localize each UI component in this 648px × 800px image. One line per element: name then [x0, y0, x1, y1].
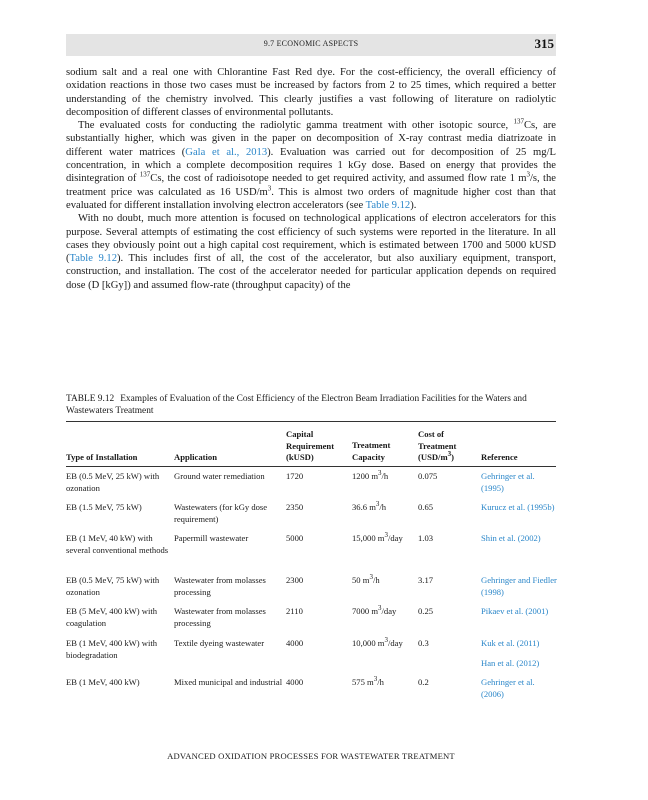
cell-reference-link[interactable]: Gehringer et al. (2006): [481, 677, 535, 699]
cell-application: Papermill wastewater: [174, 533, 249, 543]
cell-capital: 2300: [286, 575, 304, 585]
cell-type: EB (0.5 MeV, 75 kW) with ozonation: [66, 575, 160, 597]
cell-cost: 3.17: [418, 575, 434, 585]
cell-type: EB (1 MeV, 400 kW): [66, 677, 140, 687]
cell-cost: 0.3: [418, 638, 429, 648]
cell-cost: 0.65: [418, 502, 434, 512]
header-capital: Capital Requirement (kUSD): [286, 429, 335, 462]
cell-application: Mixed municipal and industrial: [174, 677, 283, 687]
cell-capital: 4000: [286, 677, 304, 687]
cell-cost: 0.25: [418, 606, 434, 616]
table-header-rule: [66, 466, 556, 467]
cell-application: Wastewaters (for kGy dose requirement): [174, 502, 268, 524]
cell-capital: 2350: [286, 502, 304, 512]
running-header: [66, 34, 556, 56]
cell-application: Ground water remediation: [174, 471, 265, 481]
cell-type: EB (5 MeV, 400 kW) with coagulation: [66, 606, 158, 628]
table-link[interactable]: Table 9.12: [69, 253, 118, 265]
cell-reference-link[interactable]: Kurucz et al. (1995b): [481, 502, 555, 512]
page-number: 315: [534, 36, 554, 51]
cell-type: EB (1.5 MeV, 75 kW): [66, 502, 142, 512]
cell-capital: 4000: [286, 638, 304, 648]
cell-cost: 0.075: [418, 471, 438, 481]
section-title: 9.7 ECONOMIC ASPECTS: [263, 39, 359, 48]
cell-capital: 5000: [286, 533, 304, 543]
paragraph-3: With no doubt, much more attention is focused on technological applications of electron accelerators for this purpose. Several attempts of estimating the cost efficiency of such systems were reported in the literature. In all cases they obviously point out a high capital cost requirement, which is estimated between 1700 and 5000 kUSD (Table 9.12). This includes first of all, the cost of the accelerator, but also auxiliary equipment, transport, construction, and installation. The cost of the accelerator needed for particular application depends on required dose (D [kGy]) and assumed flow-rate (throughput capacity) of the: [66, 213, 556, 291]
cell-reference-link[interactable]: Han et al. (2012): [481, 658, 540, 668]
cell-capacity: 7000 $m^3$/day: [352, 604, 397, 616]
cell-capacity: 36.6 $m^3/h$: [352, 500, 387, 512]
running-footer: ADVANCED OXIDATION PROCESSES FOR WASTEWATER TREATMENT: [167, 751, 455, 761]
cell-capacity: 15,000 $m^3$/day: [352, 531, 403, 543]
header-type: Type of Installation: [66, 452, 138, 462]
body-text: [66, 66, 556, 292]
cell-capacity: 575 $m^3/h$: [352, 675, 384, 687]
cell-reference-link[interactable]: Kuk et al. (2011): [481, 638, 540, 648]
table-caption-text: Examples of Evaluation of the Cost Efficiency of the Electron Beam Irradiation Facilities for the Waters and Wastewaters Treatment: [66, 394, 527, 416]
cell-reference-link[interactable]: Gehringer and Fiedler (1998): [481, 575, 557, 597]
table-link[interactable]: Table 9.12: [365, 199, 411, 211]
cell-reference-link[interactable]: Shin et al. (2002): [481, 533, 541, 543]
cell-cost: 0.2: [418, 677, 429, 687]
citation-link[interactable]: Gala et al., 2013: [185, 146, 268, 158]
cell-application: Wastewater from molasses processing: [174, 575, 266, 597]
cell-cost: 1.03: [418, 533, 434, 543]
cell-application: Wastewater from molasses processing: [174, 606, 266, 628]
cell-type: EB (1 MeV, 40 kW) with several conventional methods: [66, 533, 169, 555]
paragraph-1: sodium salt and a real one with Chlorantine Fast Red dye. For the cost-efficiency, the overall efficiency of oxidation reactions in those two cases must be increased by factors from 2 to 25 times, which required a better understanding of the chemistry involved. This clearly justifies a vast following of literature on radiolytic decomposition of different classes of environmental pollutants.: [66, 67, 556, 118]
header-application: Application: [174, 452, 217, 462]
cell-type: EB (0.5 MeV, 25 kW) with ozonation: [66, 471, 160, 493]
cell-application: Textile dyeing wastewater: [174, 638, 265, 648]
cell-capital: 1720: [286, 471, 304, 481]
cell-capital: 2110: [286, 606, 303, 616]
header-cost: Cost of Treatment $(USD/m^3)$: [418, 429, 457, 462]
cell-reference-link[interactable]: Gehringer et al. (1995): [481, 471, 535, 493]
cell-type: EB (1 MeV, 400 kW) with biodegradation: [66, 638, 158, 660]
cell-capacity: 1200 $m^3/h$: [352, 469, 389, 481]
header-reference: Reference: [481, 452, 518, 462]
table-caption: [66, 393, 556, 417]
cell-capacity: 10,000 $m^3$/day: [352, 636, 403, 648]
table-top-rule: [66, 421, 556, 422]
cell-capacity: 50 $m^3/h$: [352, 573, 380, 585]
table-label: TABLE 9.12: [66, 394, 115, 404]
paragraph-2: The evaluated costs for conducting the radiolytic gamma treatment with other isotopic source, $^{137}$Cs, are substantially higher, which was given in the paper on decomposition of X-ray contrast media diatrizoate in different water matrices (Gala et al., 2013). Evaluation was carried out for decomposition of 25 mg/L concentration, in which a complete decomposition requires 1 kGy dose. Based on energy that provides the disintegration of $^{137}$Cs, the cost of radioisotope needed to get required activity, and assumed flow rate 1 $m^3/s$, the treatment price was calculated as 16 USD/$m^3$. This is almost two orders of magnitude higher cost than that evaluated for different installation involving electron accelerators (see Table 9.12).: [66, 117, 557, 211]
header-treatment: Treatment Capacity: [352, 440, 391, 462]
cell-reference-link[interactable]: Pikaev et al. (2001): [481, 606, 549, 616]
